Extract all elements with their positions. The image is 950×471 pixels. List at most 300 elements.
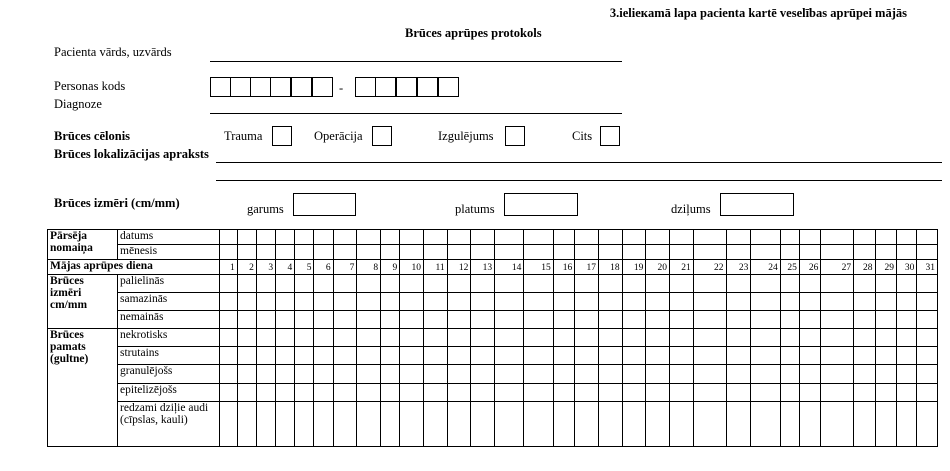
entry-cell[interactable] [553,329,574,347]
entry-cell[interactable] [400,311,424,329]
entry-cell[interactable] [314,365,333,384]
entry-cell[interactable] [854,230,875,245]
entry-cell[interactable] [875,245,896,260]
depth-input[interactable] [720,193,794,216]
entry-cell[interactable] [381,275,400,293]
entry-cell[interactable] [256,384,275,402]
cause-trauma-checkbox[interactable] [272,126,292,146]
entry-cell[interactable] [400,275,424,293]
entry-cell[interactable] [447,311,471,329]
entry-cell[interactable] [237,347,256,365]
entry-cell[interactable] [854,402,875,447]
entry-cell[interactable] [314,329,333,347]
entry-cell[interactable] [875,275,896,293]
entry-cell[interactable] [693,275,726,293]
entry-cell[interactable] [821,384,854,402]
entry-cell[interactable] [780,329,799,347]
entry-cell[interactable] [646,402,670,447]
cause-pressure-ulcer-checkbox[interactable] [505,126,525,146]
entry-cell[interactable] [575,347,599,365]
entry-cell[interactable] [357,347,381,365]
entry-cell[interactable] [295,275,314,293]
entry-cell[interactable] [780,311,799,329]
digit-box[interactable] [375,77,396,97]
entry-cell[interactable] [780,402,799,447]
entry-cell[interactable] [295,347,314,365]
entry-cell[interactable] [333,311,357,329]
digit-box[interactable] [250,77,271,97]
entry-cell[interactable] [314,311,333,329]
entry-cell[interactable] [780,293,799,311]
entry-cell[interactable] [726,329,751,347]
entry-cell[interactable] [575,365,599,384]
diagnosis-field[interactable] [210,113,622,114]
entry-cell[interactable] [854,384,875,402]
digit-box[interactable] [396,77,417,97]
entry-cell[interactable] [646,293,670,311]
entry-cell[interactable] [447,347,471,365]
entry-cell[interactable] [917,365,938,384]
entry-cell[interactable] [622,365,646,384]
entry-cell[interactable] [495,311,524,329]
entry-cell[interactable] [917,311,938,329]
width-input[interactable] [504,193,578,216]
entry-cell[interactable] [471,230,495,245]
cause-surgery-checkbox[interactable] [372,126,392,146]
entry-cell[interactable] [276,275,295,293]
entry-cell[interactable] [357,402,381,447]
entry-cell[interactable] [295,384,314,402]
entry-cell[interactable] [598,329,622,347]
entry-cell[interactable] [495,329,524,347]
entry-cell[interactable] [400,329,424,347]
entry-cell[interactable] [276,402,295,447]
entry-cell[interactable] [295,365,314,384]
entry-cell[interactable] [295,293,314,311]
entry-cell[interactable] [471,384,495,402]
entry-cell[interactable] [693,245,726,260]
entry-cell[interactable] [575,293,599,311]
entry-cell[interactable] [524,365,553,384]
entry-cell[interactable] [553,230,574,245]
entry-cell[interactable] [751,402,780,447]
entry-cell[interactable] [917,329,938,347]
entry-cell[interactable] [622,329,646,347]
entry-cell[interactable] [670,275,694,293]
entry-cell[interactable] [256,245,275,260]
entry-cell[interactable] [646,275,670,293]
entry-cell[interactable] [219,402,237,447]
entry-cell[interactable] [917,275,938,293]
entry-cell[interactable] [381,329,400,347]
entry-cell[interactable] [357,293,381,311]
entry-cell[interactable] [622,384,646,402]
entry-cell[interactable] [780,384,799,402]
entry-cell[interactable] [524,245,553,260]
entry-cell[interactable] [799,402,820,447]
entry-cell[interactable] [495,230,524,245]
entry-cell[interactable] [575,230,599,245]
entry-cell[interactable] [897,402,917,447]
entry-cell[interactable] [751,311,780,329]
entry-cell[interactable] [622,245,646,260]
entry-cell[interactable] [622,347,646,365]
entry-cell[interactable] [524,402,553,447]
entry-cell[interactable] [381,365,400,384]
entry-cell[interactable] [875,365,896,384]
entry-cell[interactable] [219,245,237,260]
entry-cell[interactable] [897,329,917,347]
entry-cell[interactable] [799,245,820,260]
entry-cell[interactable] [854,347,875,365]
entry-cell[interactable] [423,347,447,365]
entry-cell[interactable] [553,402,574,447]
entry-cell[interactable] [219,275,237,293]
entry-cell[interactable] [237,329,256,347]
entry-cell[interactable] [751,329,780,347]
entry-cell[interactable] [495,365,524,384]
entry-cell[interactable] [333,384,357,402]
entry-cell[interactable] [381,245,400,260]
entry-cell[interactable] [256,347,275,365]
entry-cell[interactable] [693,311,726,329]
entry-cell[interactable] [524,293,553,311]
entry-cell[interactable] [670,311,694,329]
entry-cell[interactable] [622,293,646,311]
digit-box[interactable] [291,77,312,97]
entry-cell[interactable] [598,384,622,402]
entry-cell[interactable] [495,402,524,447]
entry-cell[interactable] [646,347,670,365]
entry-cell[interactable] [524,275,553,293]
entry-cell[interactable] [314,347,333,365]
entry-cell[interactable] [553,365,574,384]
entry-cell[interactable] [295,230,314,245]
entry-cell[interactable] [219,347,237,365]
entry-cell[interactable] [219,293,237,311]
entry-cell[interactable] [726,365,751,384]
digit-box[interactable] [230,77,251,97]
entry-cell[interactable] [333,245,357,260]
entry-cell[interactable] [897,311,917,329]
entry-cell[interactable] [693,293,726,311]
entry-cell[interactable] [524,311,553,329]
digit-box[interactable] [355,77,376,97]
entry-cell[interactable] [917,245,938,260]
entry-cell[interactable] [799,275,820,293]
entry-cell[interactable] [400,347,424,365]
entry-cell[interactable] [875,230,896,245]
entry-cell[interactable] [276,329,295,347]
entry-cell[interactable] [799,311,820,329]
entry-cell[interactable] [726,245,751,260]
entry-cell[interactable] [726,347,751,365]
entry-cell[interactable] [726,230,751,245]
entry-cell[interactable] [276,311,295,329]
entry-cell[interactable] [799,384,820,402]
entry-cell[interactable] [400,230,424,245]
entry-cell[interactable] [854,245,875,260]
entry-cell[interactable] [333,230,357,245]
entry-cell[interactable] [780,230,799,245]
localization-line-1[interactable] [216,162,942,163]
entry-cell[interactable] [447,402,471,447]
entry-cell[interactable] [357,275,381,293]
localization-line-2[interactable] [216,180,942,181]
entry-cell[interactable] [821,365,854,384]
entry-cell[interactable] [423,230,447,245]
entry-cell[interactable] [471,347,495,365]
entry-cell[interactable] [423,293,447,311]
entry-cell[interactable] [276,230,295,245]
entry-cell[interactable] [897,293,917,311]
entry-cell[interactable] [751,384,780,402]
entry-cell[interactable] [295,245,314,260]
entry-cell[interactable] [897,365,917,384]
entry-cell[interactable] [495,293,524,311]
entry-cell[interactable] [237,402,256,447]
entry-cell[interactable] [256,365,275,384]
entry-cell[interactable] [821,311,854,329]
entry-cell[interactable] [780,347,799,365]
entry-cell[interactable] [854,311,875,329]
entry-cell[interactable] [423,245,447,260]
entry-cell[interactable] [821,293,854,311]
entry-cell[interactable] [276,293,295,311]
digit-box[interactable] [210,77,231,97]
entry-cell[interactable] [495,245,524,260]
entry-cell[interactable] [256,329,275,347]
entry-cell[interactable] [598,402,622,447]
entry-cell[interactable] [423,311,447,329]
entry-cell[interactable] [646,311,670,329]
entry-cell[interactable] [622,402,646,447]
entry-cell[interactable] [400,365,424,384]
entry-cell[interactable] [553,293,574,311]
entry-cell[interactable] [381,402,400,447]
entry-cell[interactable] [471,402,495,447]
entry-cell[interactable] [799,230,820,245]
patient-name-field[interactable] [210,61,622,62]
entry-cell[interactable] [381,293,400,311]
entry-cell[interactable] [237,293,256,311]
entry-cell[interactable] [670,329,694,347]
entry-cell[interactable] [333,329,357,347]
entry-cell[interactable] [237,245,256,260]
entry-cell[interactable] [447,329,471,347]
entry-cell[interactable] [524,384,553,402]
entry-cell[interactable] [670,230,694,245]
entry-cell[interactable] [646,365,670,384]
entry-cell[interactable] [553,347,574,365]
entry-cell[interactable] [495,275,524,293]
entry-cell[interactable] [751,275,780,293]
entry-cell[interactable] [646,329,670,347]
entry-cell[interactable] [314,293,333,311]
entry-cell[interactable] [314,402,333,447]
entry-cell[interactable] [622,275,646,293]
entry-cell[interactable] [256,275,275,293]
entry-cell[interactable] [447,365,471,384]
entry-cell[interactable] [670,384,694,402]
entry-cell[interactable] [471,365,495,384]
entry-cell[interactable] [471,275,495,293]
entry-cell[interactable] [799,365,820,384]
entry-cell[interactable] [622,311,646,329]
entry-cell[interactable] [799,329,820,347]
entry-cell[interactable] [495,384,524,402]
entry-cell[interactable] [219,311,237,329]
entry-cell[interactable] [524,329,553,347]
entry-cell[interactable] [897,384,917,402]
entry-cell[interactable] [447,384,471,402]
entry-cell[interactable] [854,275,875,293]
entry-cell[interactable] [333,402,357,447]
entry-cell[interactable] [646,230,670,245]
entry-cell[interactable] [780,245,799,260]
entry-cell[interactable] [447,293,471,311]
entry-cell[interactable] [219,230,237,245]
entry-cell[interactable] [447,245,471,260]
entry-cell[interactable] [670,347,694,365]
entry-cell[interactable] [917,293,938,311]
entry-cell[interactable] [726,384,751,402]
entry-cell[interactable] [357,329,381,347]
entry-cell[interactable] [751,365,780,384]
entry-cell[interactable] [423,275,447,293]
entry-cell[interactable] [237,275,256,293]
entry-cell[interactable] [495,347,524,365]
entry-cell[interactable] [553,245,574,260]
entry-cell[interactable] [780,365,799,384]
entry-cell[interactable] [575,245,599,260]
entry-cell[interactable] [357,311,381,329]
entry-cell[interactable] [219,365,237,384]
entry-cell[interactable] [598,293,622,311]
entry-cell[interactable] [917,384,938,402]
entry-cell[interactable] [897,275,917,293]
entry-cell[interactable] [875,293,896,311]
entry-cell[interactable] [357,245,381,260]
digit-box[interactable] [312,77,333,97]
entry-cell[interactable] [875,347,896,365]
entry-cell[interactable] [693,365,726,384]
entry-cell[interactable] [256,230,275,245]
entry-cell[interactable] [381,384,400,402]
entry-cell[interactable] [471,245,495,260]
entry-cell[interactable] [670,365,694,384]
entry-cell[interactable] [751,230,780,245]
entry-cell[interactable] [693,347,726,365]
entry-cell[interactable] [875,311,896,329]
entry-cell[interactable] [726,293,751,311]
entry-cell[interactable] [295,329,314,347]
length-input[interactable] [293,193,356,216]
entry-cell[interactable] [357,365,381,384]
entry-cell[interactable] [751,347,780,365]
entry-cell[interactable] [821,230,854,245]
entry-cell[interactable] [575,311,599,329]
entry-cell[interactable] [917,230,938,245]
entry-cell[interactable] [553,311,574,329]
entry-cell[interactable] [875,329,896,347]
entry-cell[interactable] [821,329,854,347]
entry-cell[interactable] [598,245,622,260]
entry-cell[interactable] [875,402,896,447]
entry-cell[interactable] [333,293,357,311]
entry-cell[interactable] [219,329,237,347]
entry-cell[interactable] [447,275,471,293]
digit-box[interactable] [417,77,438,97]
entry-cell[interactable] [854,365,875,384]
entry-cell[interactable] [314,230,333,245]
entry-cell[interactable] [276,347,295,365]
entry-cell[interactable] [751,245,780,260]
entry-cell[interactable] [693,402,726,447]
entry-cell[interactable] [575,329,599,347]
entry-cell[interactable] [875,384,896,402]
entry-cell[interactable] [314,245,333,260]
entry-cell[interactable] [575,384,599,402]
entry-cell[interactable] [854,329,875,347]
entry-cell[interactable] [423,329,447,347]
entry-cell[interactable] [670,402,694,447]
entry-cell[interactable] [423,402,447,447]
entry-cell[interactable] [400,245,424,260]
entry-cell[interactable] [237,230,256,245]
entry-cell[interactable] [314,384,333,402]
entry-cell[interactable] [256,402,275,447]
entry-cell[interactable] [646,245,670,260]
entry-cell[interactable] [524,347,553,365]
entry-cell[interactable] [256,293,275,311]
entry-cell[interactable] [237,384,256,402]
entry-cell[interactable] [333,347,357,365]
entry-cell[interactable] [219,384,237,402]
entry-cell[interactable] [799,293,820,311]
entry-cell[interactable] [897,230,917,245]
entry-cell[interactable] [780,275,799,293]
digit-box[interactable] [270,77,291,97]
cause-other-checkbox[interactable] [600,126,620,146]
entry-cell[interactable] [295,402,314,447]
entry-cell[interactable] [799,347,820,365]
entry-cell[interactable] [357,384,381,402]
entry-cell[interactable] [553,384,574,402]
entry-cell[interactable] [598,311,622,329]
entry-cell[interactable] [276,365,295,384]
entry-cell[interactable] [400,402,424,447]
entry-cell[interactable] [670,245,694,260]
entry-cell[interactable] [751,293,780,311]
entry-cell[interactable] [598,365,622,384]
entry-cell[interactable] [693,384,726,402]
entry-cell[interactable] [237,365,256,384]
entry-cell[interactable] [598,275,622,293]
entry-cell[interactable] [447,230,471,245]
entry-cell[interactable] [726,402,751,447]
entry-cell[interactable] [400,293,424,311]
entry-cell[interactable] [575,402,599,447]
entry-cell[interactable] [598,230,622,245]
entry-cell[interactable] [575,275,599,293]
entry-cell[interactable] [256,311,275,329]
entry-cell[interactable] [897,347,917,365]
entry-cell[interactable] [276,384,295,402]
entry-cell[interactable] [423,384,447,402]
entry-cell[interactable] [333,365,357,384]
entry-cell[interactable] [357,230,381,245]
